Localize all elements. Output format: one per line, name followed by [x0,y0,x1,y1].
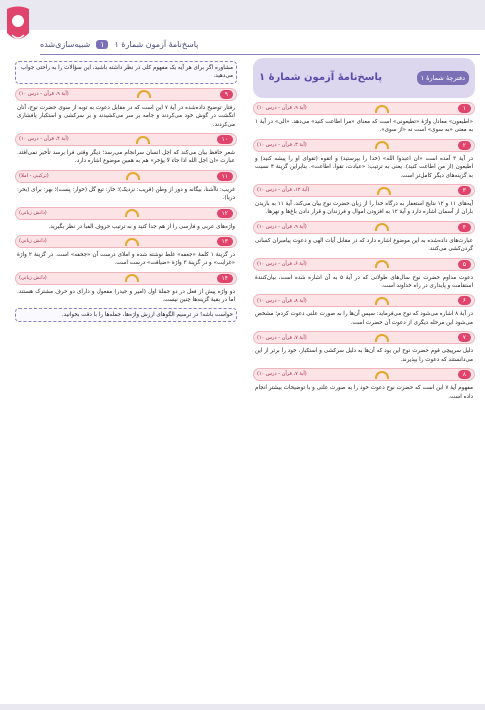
difficulty-gauge-icon [375,371,389,379]
reminder-text: حواست باشه! در ترسیم الگوهای ارزش واژه‌ها، جمله‌ها را با دقت بخوانید. [61,311,233,318]
difficulty-gauge-icon [375,223,389,231]
question-bar [253,294,475,307]
question-bar [15,272,237,285]
question-bar [253,139,475,152]
question-number: ۱۳ [217,237,233,246]
question-number: ۹ [220,90,233,99]
difficulty-gauge-icon [125,274,139,282]
header-section: شبیه‌سازی‌شده [40,39,91,49]
question-source: (دانش زبانی) [19,209,47,216]
question-number: ۸ [458,370,471,379]
page-header [40,34,480,55]
bottom-band [0,704,485,710]
difficulty-gauge-icon [375,260,389,268]
answer-explanation: شعر حافظ بیان می‌کند که اجل انسان سرانجام می‌رسد؛ دیگر وقتی فرا برسد تأخیر نمی‌افتد. عبارت «ان اجل الله اذا جاء لا یؤخر» هم به همین موضوع اشاره دارد. [17,150,235,165]
question-bar [15,170,237,183]
question-bar [253,258,475,271]
difficulty-gauge-icon [375,297,389,305]
difficulty-gauge-icon [375,141,389,149]
question-source: (آیهٔ ۱۲، قرآن - درس ۱۰) [257,187,310,194]
question-number: ۱۰ [217,135,233,144]
advice-text: مشاوره اگر برای هر آیه یک مفهوم کلی در نظر داشته باشید، این سؤالات را به راحتی جواب می‌دهید. [21,65,233,80]
answer-explanation: در آیهٔ ۸ اشاره می‌شود که نوح می‌فرماید: سپس آن‌ها را به صورت علنی دعوت کردم؛ مشخص می‌شود این مرحله دیگری از دعوت آن حضرت است. [255,311,473,326]
question-source: (ترکیبی - املا) [19,173,49,180]
answer-explanation: در گزینهٔ ۱ کلمهٔ «جعفه» غلط نوشته شده و املای درست آن «جحفه» است. در گزینهٔ ۲ واژهٔ «غرابت» و در گزینهٔ ۳ واژهٔ «ضیافت» درست است. [17,252,235,267]
reminder-note [15,308,237,322]
question-bar [253,368,475,381]
question-bar [15,133,237,146]
answer-explanation: رفتار توضیح داده‌شده در آیهٔ ۷ این است که در مقابل دعوت به توبه از سوی حضرت نوح، آنان انگشت در گوش خود می‌کردند و جامه بر سر می‌کشیدند و بر سرکشی و استکبار پافشاری می‌کردند. [17,104,235,128]
question-number: ۶ [458,296,471,305]
question-source: (دانش زبانی) [19,275,47,282]
question-bar [15,88,237,101]
answer-explanation: عبارت‌های داده‌شده به این موضوع اشاره دارد که در مقابل آیات الهی و دعوت پیامبران کسانی گردن‌کشی می‌کنند. [255,237,473,253]
question-source: (آیهٔ ۹، قرآن - درس ۱۰) [19,91,69,98]
difficulty-gauge-icon [125,238,139,246]
answer-explanation: غریب: ناآشنا، بیگانه و دور از وطن (قریب: نزدیک)؛ خار: تیغ گل (خوار: پست)؛ بهر: برای (بحر: دریا). [17,186,235,202]
difficulty-gauge-icon [136,136,150,144]
question-number: ۱۲ [217,209,233,218]
question-number: ۳ [458,186,471,195]
answer-explanation: دلیل سرپیچی قوم حضرت نوح این بود که آن‌ها به دلیل سرکشی و استکبار، خود را برتر از این می‌دانستند که دعوت را بپذیرند. [255,348,473,363]
left-column [15,58,237,325]
question-bar [253,102,475,115]
difficulty-gauge-icon [375,334,389,342]
question-number: ۴ [458,223,471,232]
question-bar [253,331,475,344]
difficulty-gauge-icon [125,209,139,217]
question-source: (آیهٔ ۹، قرآن - درس ۱۰) [257,105,307,112]
question-source: (آیهٔ ۷، قرآن - درس ۱۰) [257,334,307,341]
answer-explanation: دو واژه پیش از فعل در دو جملهٔ اول (امیر و حیدر) مفعول و دارای دو حرف مشترک هستند. اما در بقیهٔ گزینه‌ها چنین نیست. [17,288,235,304]
difficulty-gauge-icon [375,105,389,113]
title-box [253,58,475,98]
header-title: پاسخ‌نامهٔ آزمون شمارهٔ ۱ [114,39,199,49]
question-number: ۲ [458,141,471,150]
answer-explanation: در آیهٔ ۳ آمده است «ان اعبدوا الله» (خدا را بپرستید) و اتقوه (تقوای او را پیشه کنید) و اطیعون (از من اطاعت کنید). یعنی به ترتیب: «عبادت، تقوا، اطاعت». بنابراین گزینهٔ ۴ نسبت به گزینه‌های دیگر کامل‌تر است. [255,155,474,179]
difficulty-gauge-icon [126,172,140,180]
question-source: (دانش زبانی) [19,238,47,245]
question-source: (آیهٔ ۴، قرآن - درس ۱۰) [19,136,69,143]
right-answer-list [253,102,475,401]
right-column [253,58,475,401]
header-page-num: ۱ [96,40,108,49]
question-number: ۷ [458,333,471,342]
question-source: (آیهٔ ۶، قرآن - درس ۱۰) [257,260,307,267]
question-bar [253,184,475,197]
question-source: (آیهٔ ۹، قرآن - درس ۱۰) [257,224,307,231]
question-bar [253,221,475,234]
answer-explanation: مفهوم آیهٔ ۷ این است که حضرت نوح دعوت خود را به صورت علنی و با توضیحات بیشتر انجام داده است. [255,385,473,400]
top-band [0,0,485,30]
publisher-logo [4,3,32,47]
difficulty-gauge-icon [377,187,391,195]
left-answer-list [15,88,237,305]
question-number: ۱۴ [217,274,233,283]
question-source: (آیهٔ ۸، قرآن - درس ۱۰) [257,297,307,304]
answer-explanation: واژه‌های عربی و فارسی را از هم جدا کنید و به ترتیب حروف الفبا در نظر بگیرید. [48,223,235,230]
question-bar [15,235,237,248]
advice-note [15,61,237,84]
question-bar [15,207,237,220]
question-source: (آیهٔ ۷، قرآن - درس ۱۰) [257,371,307,378]
answer-explanation: «اطیعون» معادل واژهٔ «تطیعونی» است که معنای «مرا اطاعت کنید» می‌دهد. «الی» در آیهٔ ۱ به معنی «به سوی» است نه «از سوی». [255,119,473,134]
question-number: ۱ [458,104,471,113]
difficulty-gauge-icon [137,90,151,98]
question-number: ۱۱ [217,172,233,181]
booklet-badge: دفترچهٔ شمارهٔ ۱ [417,71,469,85]
answer-explanation: آیه‌های ۱۱ و ۱۲ نتایج استغفار به درگاه خدا را از زبان حضرت نوح بیان می‌کند. آیهٔ ۱۱ به باریدن باران از آسمان اشاره دارد و آیهٔ ۱۲ به افزودن اموال و فرزندان و قرار دادن باغ‌ها و نهرها. [255,201,474,216]
answer-explanation: دعوت مداوم حضرت نوح سال‌های طولانی که در آیهٔ ۵ به آن اشاره شده است، بیان‌کنندهٔ استقامت و پایداری در راه خداوند است. [255,274,473,290]
answer-sheet-title: پاسخ‌نامهٔ آزمون شمارهٔ ۱ [259,71,383,83]
question-number: ۵ [458,260,471,269]
question-source: (آیهٔ ۳، قرآن - درس ۱۰) [257,142,307,149]
